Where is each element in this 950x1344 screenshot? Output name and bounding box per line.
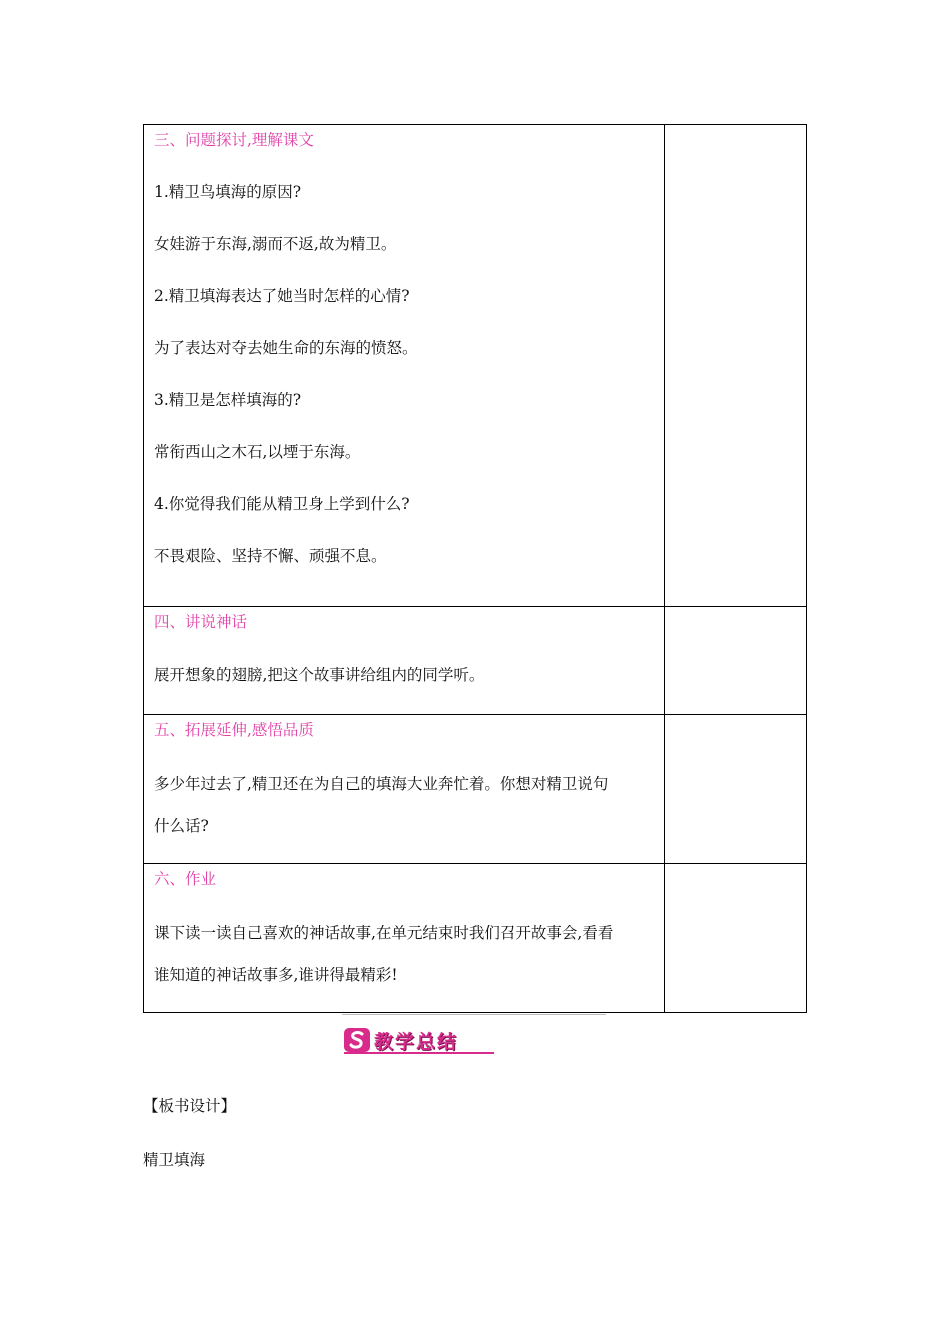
- answer-line: 不畏艰险、坚持不懈、顽强不息。: [154, 547, 387, 565]
- answer-line: 常衔西山之木石,以堙于东海。: [154, 443, 361, 461]
- board-design-title: 【板书设计】: [143, 1097, 237, 1115]
- section-row: [144, 864, 807, 1013]
- section-content: [144, 607, 665, 715]
- section-content: [144, 864, 665, 1013]
- summary-badge: [344, 1026, 458, 1054]
- section-row: [144, 715, 807, 864]
- body-line: 谁知道的神话故事多,谁讲得最精彩!: [154, 966, 398, 984]
- board-design-content: 精卫填海: [143, 1151, 206, 1169]
- notes-column-cell: [665, 864, 807, 1013]
- lesson-table: [143, 124, 807, 1013]
- question-line: 4.你觉得我们能从精卫身上学到什么?: [154, 495, 410, 513]
- question-line: 2.精卫填海表达了她当时怎样的心情?: [154, 287, 410, 305]
- answer-line: 为了表达对夺去她生命的东海的愤怒。: [154, 339, 418, 357]
- question-line: 3.精卫是怎样填海的?: [154, 391, 302, 409]
- summary-badge-label: 教学总结: [374, 1030, 459, 1053]
- answer-line: 女娃游于东海,溺而不返,故为精卫。: [154, 235, 397, 253]
- swirl-s-icon: [344, 1028, 370, 1052]
- body-line: 多少年过去了,精卫还在为自己的填海大业奔忙着。你想对精卫说句: [154, 775, 609, 793]
- badge-underline: [344, 1052, 494, 1054]
- question-line: 1.精卫鸟填海的原因?: [154, 183, 302, 201]
- section-row: [144, 607, 807, 715]
- section-row: [144, 125, 807, 607]
- notes-column-cell: [665, 607, 807, 715]
- notes-column-cell: [665, 125, 807, 607]
- divider: [342, 1014, 606, 1015]
- section-heading: 五、拓展延伸,感悟品质: [154, 721, 314, 739]
- body-line: 展开想象的翅膀,把这个故事讲给组内的同学听。: [154, 666, 485, 684]
- section-content: [144, 125, 665, 607]
- section-content: [144, 715, 665, 864]
- body-line: 课下读一读自己喜欢的神话故事,在单元结束时我们召开故事会,看看: [154, 924, 614, 942]
- section-heading: 六、作业: [154, 870, 217, 888]
- section-heading: 四、讲说神话: [154, 613, 248, 631]
- body-line: 什么话?: [154, 817, 209, 835]
- section-heading: 三、问题探讨,理解课文: [154, 131, 314, 149]
- notes-column-cell: [665, 715, 807, 864]
